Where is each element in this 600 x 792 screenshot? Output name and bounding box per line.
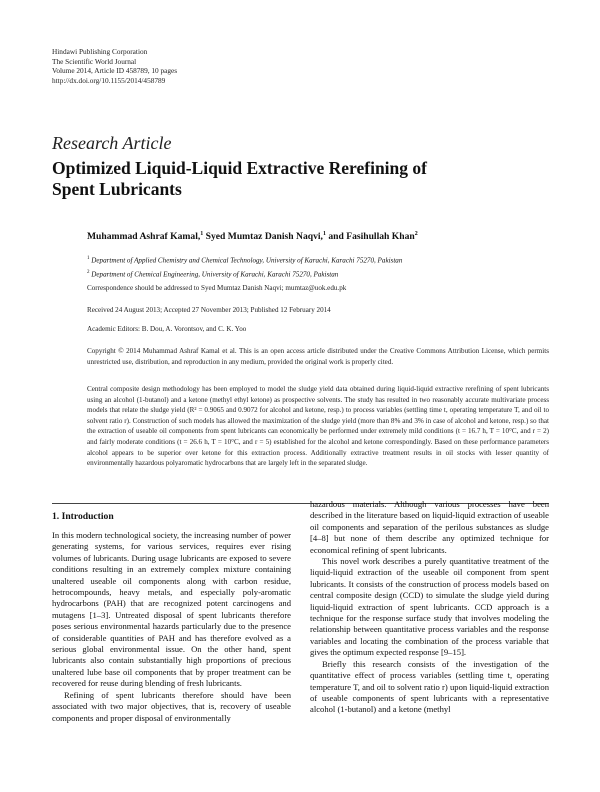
author-3: and Fasihullah Khan — [325, 231, 415, 243]
title-line-2: Spent Lubricants — [52, 179, 182, 199]
paragraph: In this modern technological society, the increasing number of power generating systems, for various services, requires ever rising volumes of lubricants. During usage lubricants are exposed to severe conditions resulting in an extremely complex mixture containing unaltered useable oil components along with carbon residue, hetrocompounds, heavy metals, and especially poly-aromatic hydrocarbons (PAH) that are recognized potent carcinogens and mutagens [1–3]. Untreated disposal of spent lubricants therefore poses serious environmental hazards particularly due to the presence of considerable quantities of PAH and has therefore evolved as a serious global environmental issue. On the other hand, spent lubricants also contain substantially high proportions of precious unaltered lube base oil components that by proper treatment can be recovered for reuse during blending of fresh lubricants. — [52, 530, 291, 689]
academic-editors: Academic Editors: B. Dou, A. Vorontsov, and C. K. Yoo — [87, 325, 247, 333]
publication-dates: Received 24 August 2013; Accepted 27 November 2013; Published 12 February 2014 — [87, 306, 331, 314]
affiliation-2-number: 2 — [87, 269, 90, 275]
copyright-notice: Copyright © 2014 Muhammad Ashraf Kamal et al. This is an open access article distributed under the Creative Commons Attribution License, which permits unrestricted use, distribution, and reproduction in any medium, provided the original work is properly cited. — [87, 347, 549, 366]
author-1: Muhammad Ashraf Kamal, — [87, 231, 201, 243]
affiliation-1-text: Department of Applied Chemistry and Chemical Technology, University of Karachi, Karachi 75270, Pakistan — [89, 256, 403, 265]
affiliation-2-text: Department of Chemical Engineering, University of Karachi, Karachi 75270, Pakistan — [89, 270, 339, 279]
journal-name: The Scientific World Journal — [52, 56, 137, 66]
paragraph: Refining of spent lubricants therefore should have been associated with two major objectives, that is, recovery of useable components and proper disposal of environmentally — [52, 689, 291, 723]
paragraph: hazardous materials. Although various processes have been described in the literature based on liquid-liquid extraction of useable oil components and separation of the perilous substances as sludge [4–8] but none of them describe any optimized technique for economical refining of spent lubricants. — [310, 499, 549, 555]
paragraph: This novel work describes a purely quantitative treatment of the liquid-liquid extraction of the useable oil component from spent lubricants. It consists of the construction of process models based on central composite design (CCD) to simulate the sludge yield during liquid-liquid extraction of spent lubricants. CCD approach is a technique for the response surface study that involves modeling the relationship between quantitative process variables and the response variables and locating the combination of the process variable that gives the optimum expected response [9–15]. — [310, 556, 549, 658]
article-type: Research Article — [52, 133, 172, 153]
author-3-affil: 2 — [414, 231, 418, 237]
author-2-affil: 1 — [322, 231, 326, 237]
affiliation-1-number: 1 — [87, 256, 90, 261]
paragraph: Briefly this research consists of the investigation of the quantitative effect of process variables (settling time t, operating temperature T, and oil to solvent ratio r) upon liquid-liquid extraction of useable components of spent lubricants with a representative alcohol (1-butanol) and a ketone (methyl — [310, 658, 549, 715]
title-line-1: Optimized Liquid-Liquid Extractive Rerefining of — [52, 158, 427, 178]
publisher-name: Hindawi Publishing Corporation — [52, 47, 148, 56]
journal-header — [52, 47, 177, 85]
affiliation-2 — [87, 267, 402, 281]
doi-link[interactable]: http://dx.doi.org/10.1155/2014/458789 — [52, 75, 166, 85]
author-1-affil: 1 — [200, 231, 204, 237]
left-column — [52, 530, 291, 724]
affiliations — [87, 253, 402, 281]
paper-title — [52, 158, 472, 200]
author-list — [87, 231, 418, 242]
affiliation-1 — [87, 253, 402, 267]
right-column — [310, 499, 549, 716]
author-2: Syed Mumtaz Danish Naqvi, — [203, 231, 323, 243]
section-heading: 1. Introduction — [52, 511, 114, 522]
correspondence: Correspondence should be addressed to Syed Mumtaz Danish Naqvi; mumtaz@uok.edu.pk — [87, 284, 347, 292]
abstract: Central composite design methodology has been employed to model the sludge yield data obtained during liquid-liquid extractive rerefining of spent lubricants using an alcohol (1-butanol) and a ketone (methyl ethyl ketone) as prospective solvents. The study has resulted in two reasonably accurate multivariate process models that relate the sludge yield (R² = 0.9065 and 0.9072 for alcohol and ketone, resp.) to process variables (settling time t, operating temperature T, and oil to solvent ratio r). Construction of such models has allowed the maximization of the sludge yield (more than 8% and 3% in case of alcohol and ketone, resp.) so that the extraction of useable oil components from spent lubricants can economically be performed under extremely mild conditions (t = 16.7 h, T = 10°C, and r = 2) and fairly moderate conditions (t = 26.6 h, T = 10°C, and r = 5) established for the alcohol and ketone correspondingly. Based on these performance parameters alcohol appears to be superior over ketone for this extraction process. Additionally extractive treatment results in oil stocks with lesser quantity of environmentally hazardous polyaromatic hydrocarbons that are largely left in the separated sludge. — [87, 385, 549, 468]
volume-info: Volume 2014, Article ID 458789, 10 pages — [52, 66, 178, 76]
